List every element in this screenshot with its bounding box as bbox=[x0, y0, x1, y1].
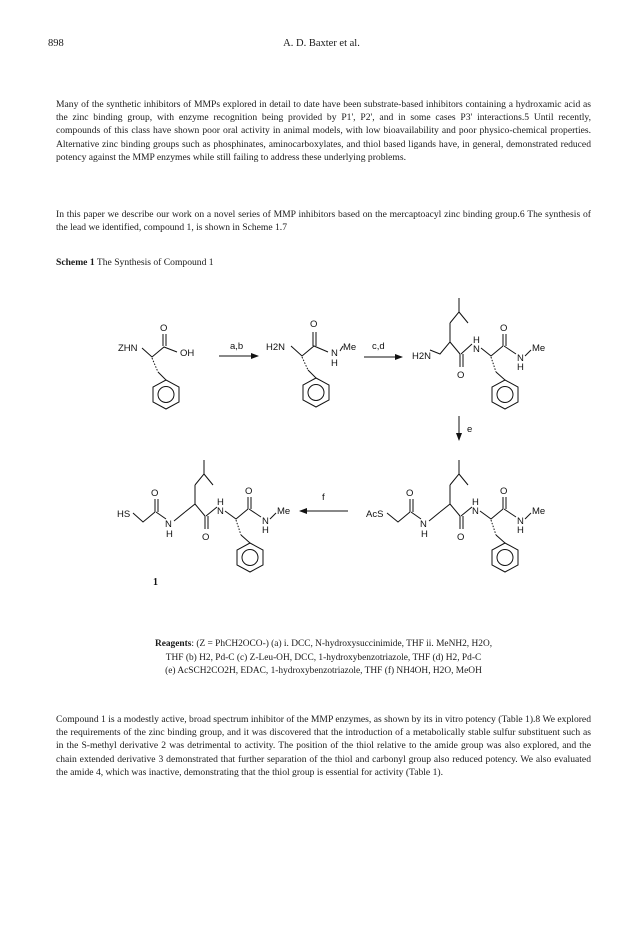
reagents-label: Reagents bbox=[154, 639, 192, 649]
atom-h-c: H bbox=[473, 335, 480, 346]
atom-me-c: Me bbox=[532, 343, 546, 354]
scheme-caption-label: Scheme 1 bbox=[56, 257, 95, 268]
atom-n-b: N bbox=[331, 348, 338, 359]
synthesis-scheme bbox=[0, 280, 643, 625]
molecule-leu-phe-nhme bbox=[412, 298, 545, 409]
atom-zhn: ZHN bbox=[118, 343, 138, 354]
molecule-compound-1 bbox=[117, 460, 290, 572]
atom-h-c2: H bbox=[517, 362, 524, 373]
this-paper-paragraph: In this paper we describe our work on a novel series of MMP inhibitors based on the mercaptoacyl zinc binding group.6 The synthesis of the lead we identified, compound 1, is shown in Scheme 1.7 bbox=[56, 209, 591, 234]
atom-n-d1: N bbox=[420, 519, 427, 530]
atom-o-c2: O bbox=[500, 323, 508, 334]
atom-n-e1: N bbox=[165, 519, 172, 530]
atom-h-d3: H bbox=[517, 525, 524, 536]
atom-n-e2: N bbox=[217, 506, 224, 517]
atom-h-d2: H bbox=[472, 497, 479, 508]
reagents-line-3: (e) AcSCH2CO2H, EDAC, 1-hydroxybenzotriazole, THF (f) NH4OH, H2O, MeOH bbox=[165, 666, 482, 676]
arrow-label-cd: c,d bbox=[372, 341, 385, 352]
atom-o-b: O bbox=[310, 319, 318, 330]
atom-o-d3: O bbox=[500, 486, 508, 497]
page-number: 898 bbox=[48, 38, 64, 49]
atom-me-d: Me bbox=[532, 506, 546, 517]
atom-o-e3: O bbox=[245, 486, 253, 497]
atom-h-e1: H bbox=[166, 529, 173, 540]
atom-o-e1: O bbox=[151, 488, 159, 499]
scheme-caption-text: The Synthesis of Compound 1 bbox=[96, 257, 214, 268]
intro-paragraph: Many of the synthetic inhibitors of MMPs explored in detail to date have been substrate-based inhibitors containing a hydroxamic acid as the zinc binding group, with enzyme recognition being provided by P1', P2', and in some cases P3' interactions.5 Until recently, compounds of this class have shown poor oral activity in animal models, with low bioavailability and poor physico-chemical properties. Alternative zinc binding groups such as phosphinates, aminocarboxylates, and thiol based ligands have, in general, demonstrated reduced potency against the MMP enzymes while still failing to address these underlying problems. bbox=[56, 99, 591, 163]
reagents-line-1-text: : (Z = PhCH2OCO-) (a) i. DCC, N-hydroxysuccinimide, THF ii. MeNH2, H2O, bbox=[191, 639, 493, 649]
molecule-z-phe-oh bbox=[118, 323, 194, 409]
reagents-block bbox=[56, 638, 591, 679]
atom-me-b: Me bbox=[343, 342, 357, 353]
atom-h2n-b: H2N bbox=[266, 342, 286, 353]
atom-n-c2: N bbox=[517, 353, 524, 364]
atom-hs: HS bbox=[117, 509, 131, 520]
atom-me-e: Me bbox=[277, 506, 291, 517]
reagents-line-2: THF (b) H2, Pd-C (c) Z-Leu-OH, DCC, 1-hydroxybenzotriazole, THF (d) H2, Pd-C bbox=[165, 652, 482, 663]
molecule-phe-nhme bbox=[266, 319, 356, 407]
atom-o-e2: O bbox=[202, 532, 210, 543]
arrow-label-e: e bbox=[467, 424, 473, 435]
atom-n-d2: N bbox=[472, 506, 479, 517]
atom-o-d1: O bbox=[406, 488, 414, 499]
atom-n-e3: N bbox=[262, 516, 269, 527]
atom-o-c1: O bbox=[457, 370, 465, 381]
compound-1-paragraph: Compound 1 is a modestly active, broad spectrum inhibitor of the MMP enzymes, as shown by its in vitro potency (Table 1).8 We explored the requirements of the zinc binding group, and it was discovered that the introduction of a metabolically stable sulfur substituent such as in the S-methyl derivative 2 was detrimental to activity. The position of the thiol relative to the amide group was also explored, and the chain extended derivative 3 demonstrated that further separation of the thiol and carbonyl group also reduced potency. We also evaluated the amide 4, which was inactive, demonstrating that the thiol group is essential for activity (Table 1). bbox=[56, 714, 591, 778]
atom-o-d2: O bbox=[457, 532, 465, 543]
atom-oh: OH bbox=[180, 348, 195, 359]
atom-h2n-c: H2N bbox=[412, 351, 432, 362]
atom-acs: AcS bbox=[366, 509, 384, 520]
arrow-label-ab: a,b bbox=[230, 341, 244, 352]
atom-n-d3: N bbox=[517, 516, 524, 527]
atom-h-e2: H bbox=[217, 497, 224, 508]
atom-o: O bbox=[160, 323, 168, 334]
compound-label-1: 1 bbox=[153, 577, 158, 588]
arrow-label-f: f bbox=[322, 492, 325, 503]
atom-h-e3: H bbox=[262, 525, 269, 536]
reagents-line-1 bbox=[56, 638, 591, 652]
atom-h-d1: H bbox=[421, 529, 428, 540]
atom-n-c: N bbox=[473, 344, 480, 355]
atom-h-b: H bbox=[331, 358, 338, 369]
molecule-acs-precursor bbox=[366, 460, 545, 572]
scheme-caption bbox=[56, 257, 214, 268]
running-title: A. D. Baxter et al. bbox=[283, 38, 360, 49]
